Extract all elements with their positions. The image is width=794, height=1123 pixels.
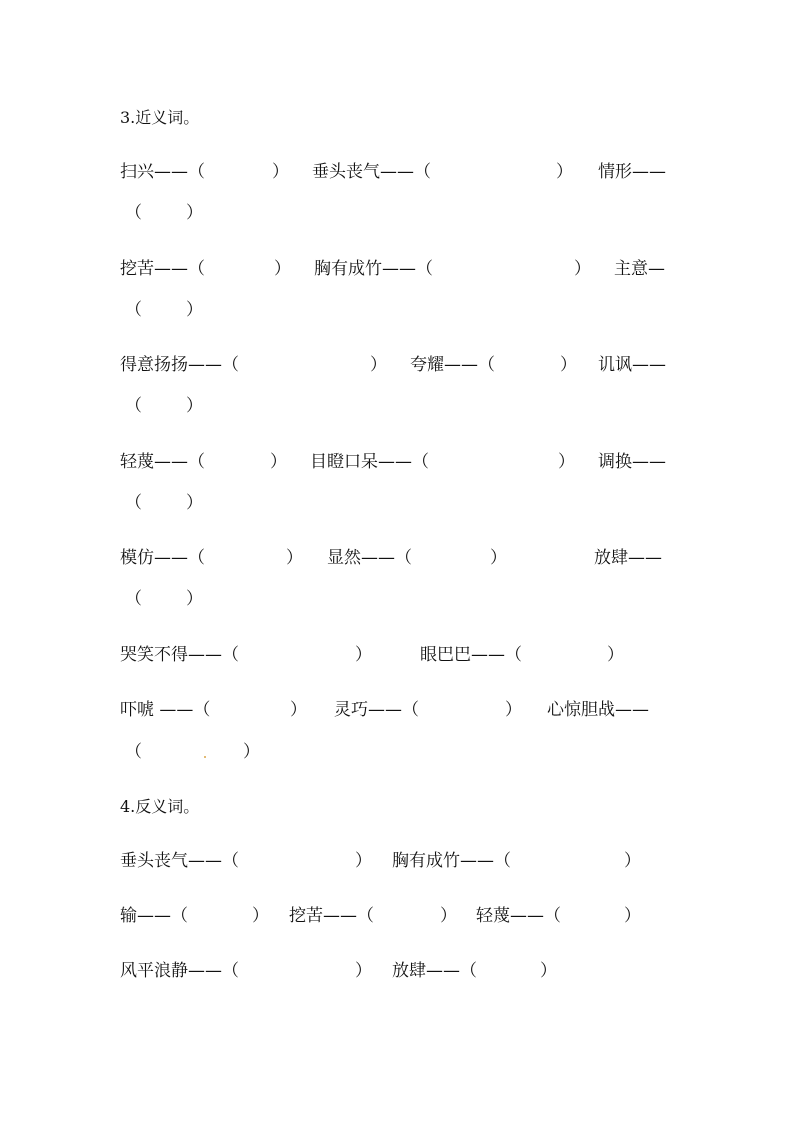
blank-close: ） bbox=[274, 259, 291, 279]
term-fangsi: 放肆——（ bbox=[392, 961, 477, 981]
blank-open: （ bbox=[125, 493, 142, 513]
blank-close: ） bbox=[505, 700, 522, 720]
term-chuitousangqi: 垂头丧气——（ bbox=[312, 162, 431, 182]
term-chuitousangqi: 垂头丧气——（ bbox=[120, 851, 239, 871]
term-xiahu: 吓唬 ——（ bbox=[120, 700, 211, 720]
synonym-row-4-wrap bbox=[0, 491, 794, 515]
blank-close: ） bbox=[243, 742, 260, 762]
blank-close: ） bbox=[607, 645, 624, 665]
term-fengpinglangjing: 风平浪静——（ bbox=[120, 961, 239, 981]
blank-close: ） bbox=[186, 493, 203, 513]
antonym-row-3 bbox=[0, 959, 794, 983]
term-deyiyangyang: 得意扬扬——（ bbox=[120, 355, 239, 375]
term-diaohuan: 调换—— bbox=[598, 452, 666, 472]
blank-close: ） bbox=[186, 203, 203, 223]
blank-close: ） bbox=[272, 162, 289, 182]
term-kuxiaobude: 哭笑不得——（ bbox=[120, 645, 239, 665]
term-qingmie: 轻蔑——（ bbox=[476, 906, 561, 926]
blank-close: ） bbox=[558, 452, 575, 472]
term-lingqiao: 灵巧——（ bbox=[334, 700, 419, 720]
blank-open: （ bbox=[125, 742, 142, 762]
synonym-row-6 bbox=[0, 643, 794, 667]
synonym-row-7 bbox=[0, 698, 794, 722]
term-jifeng: 讥讽—— bbox=[598, 355, 666, 375]
term-wakul: 挖苦——（ bbox=[289, 906, 374, 926]
term-xiongyouchengzhu: 胸有成竹——（ bbox=[314, 259, 433, 279]
blank-close: ） bbox=[355, 851, 372, 871]
synonym-row-7-wrap bbox=[0, 740, 794, 764]
blank-close: ） bbox=[624, 851, 641, 871]
term-qingmie: 轻蔑——（ bbox=[120, 452, 205, 472]
synonym-row-4 bbox=[0, 450, 794, 474]
synonym-row-2-wrap bbox=[0, 298, 794, 322]
term-xianran: 显然——（ bbox=[327, 548, 412, 568]
synonym-row-3 bbox=[0, 353, 794, 377]
blank-close: ） bbox=[252, 906, 269, 926]
blank-close: ） bbox=[624, 906, 641, 926]
blank-open: （ bbox=[125, 300, 142, 320]
blank-close: ） bbox=[440, 906, 457, 926]
blank-close: ） bbox=[355, 645, 372, 665]
blank-close: ） bbox=[286, 548, 303, 568]
blank-close: ） bbox=[186, 300, 203, 320]
section-4-heading: 4.反义词。 bbox=[120, 797, 200, 816]
section-3-heading: 3.近义词。 bbox=[120, 108, 200, 127]
blank-close: ） bbox=[186, 589, 203, 609]
term-fangsi: 放肆—— bbox=[594, 548, 662, 568]
blank-close: ） bbox=[556, 162, 573, 182]
blank-close: ） bbox=[186, 396, 203, 416]
term-xinjingdanzhan: 心惊胆战—— bbox=[547, 700, 649, 720]
blank-close: ） bbox=[490, 548, 507, 568]
term-qingxing: 情形—— bbox=[598, 162, 666, 182]
blank-close: ） bbox=[540, 961, 557, 981]
synonym-row-1 bbox=[0, 160, 794, 184]
synonym-row-3-wrap bbox=[0, 394, 794, 418]
term-mofang: 模仿——（ bbox=[120, 548, 205, 568]
stray-dot bbox=[204, 756, 206, 758]
blank-open: （ bbox=[125, 396, 142, 416]
blank-close: ） bbox=[290, 700, 307, 720]
blank-close: ） bbox=[270, 452, 287, 472]
term-saoxing: 扫兴——（ bbox=[120, 162, 205, 182]
term-shu: 输——（ bbox=[120, 906, 188, 926]
synonym-row-1-wrap bbox=[0, 201, 794, 225]
term-kuayao: 夸耀——（ bbox=[410, 355, 495, 375]
antonym-row-1 bbox=[0, 849, 794, 873]
synonym-row-5-wrap bbox=[0, 587, 794, 611]
term-zhuyi: 主意— bbox=[614, 259, 665, 279]
term-xiongyouchengzhu: 胸有成竹——（ bbox=[392, 851, 511, 871]
antonym-row-2 bbox=[0, 904, 794, 928]
blank-close: ） bbox=[560, 355, 577, 375]
blank-close: ） bbox=[355, 961, 372, 981]
blank-close: ） bbox=[370, 355, 387, 375]
synonym-row-5 bbox=[0, 546, 794, 570]
synonym-row-2 bbox=[0, 257, 794, 281]
term-waku: 挖苦——（ bbox=[120, 259, 205, 279]
blank-close: ） bbox=[574, 259, 591, 279]
blank-open: （ bbox=[125, 589, 142, 609]
term-yanbaba: 眼巴巴——（ bbox=[420, 645, 522, 665]
term-mudengkoudai: 目瞪口呆——（ bbox=[310, 452, 429, 472]
blank-open: （ bbox=[125, 203, 142, 223]
